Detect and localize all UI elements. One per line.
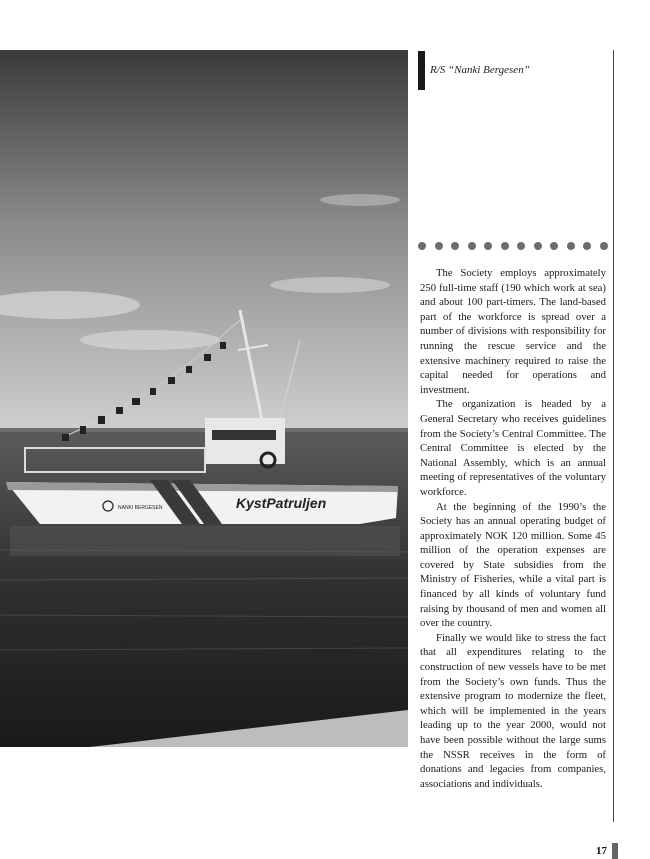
divider-dot: [550, 242, 558, 250]
ghost-heading: [418, 100, 612, 180]
column-rule: [613, 50, 614, 822]
article-body: [420, 266, 606, 791]
divider-dot: [600, 242, 608, 250]
divider-dot: [517, 242, 525, 250]
divider-dot: [418, 242, 426, 250]
paragraph: Finally we would like to stress the fact that all expenditures relating to the construction of new vessels have to be met from the Society’s own funds. Thus the extensive program to modernize the fleet, which will be implemented in the years leading up to the year 2000, would not have been possible without the large sums the NSSR receives in the form of donations and legacies from companies, associations and individuals.: [420, 631, 606, 790]
divider-dot: [468, 242, 476, 250]
dot-divider: [418, 240, 608, 252]
divider-dot: [435, 242, 443, 250]
divider-dot: [501, 242, 509, 250]
paragraph: The Society employs approximately 250 full-time staff (190 which work at sea) and about 100 part-timers. The land-based part of the workforce is spread over a number of divisions with responsibility for running the rescue service and the extensive machinery required to raise the capital needed for operations and investment.: [420, 267, 606, 396]
divider-dot: [451, 242, 459, 250]
divider-dot: [583, 242, 591, 250]
photo-caption: R/S “Nanki Bergesen”: [430, 64, 530, 76]
paragraph: At the beginning of the 1990’s the Society has an annual operating budget of approximately NOK 120 million. Some 45 million of the operation expenses are covered by State subsidies from the Ministry of Fisheries, while a vital part is financed by all kinds of voluntary fund raising by thousand of men and women all over the country.: [420, 500, 606, 630]
caption-marker: [418, 51, 425, 90]
page-number-marker: [612, 843, 618, 859]
rescue-boat-photo: [0, 50, 408, 747]
paragraph: The organization is headed by a General Secretary who receives guidelines from the Society’s Central Committee. The Central Committee is elected by the National Assembly, which is an annual meeting of representatives of the voluntary workforce.: [420, 398, 606, 498]
divider-dot: [484, 242, 492, 250]
hull-name-text: NANKI BERGESEN: [118, 505, 163, 511]
divider-dot: [534, 242, 542, 250]
hull-brand-text: KystPatruljen: [236, 495, 327, 511]
divider-dot: [567, 242, 575, 250]
page-number: 17: [596, 845, 607, 857]
